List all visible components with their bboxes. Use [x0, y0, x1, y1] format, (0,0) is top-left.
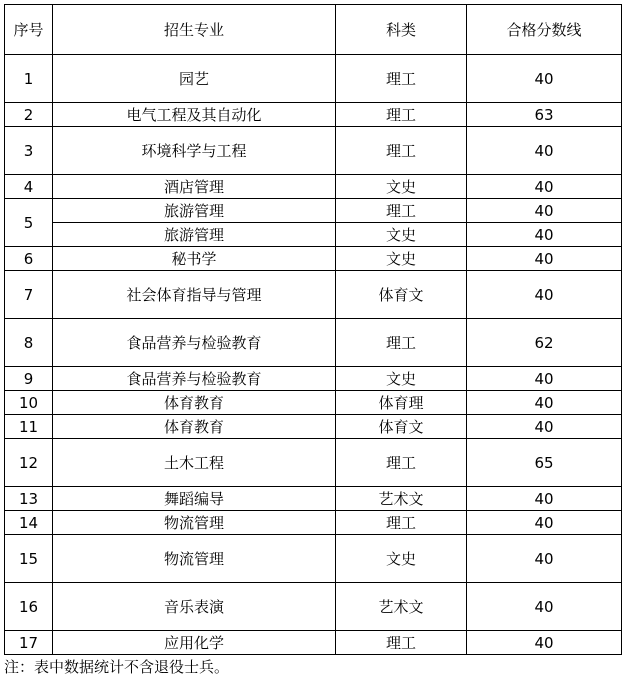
column-header-score: 合格分数线 [467, 5, 622, 55]
column-header-category: 科类 [336, 5, 467, 55]
cell-index: 1 [5, 55, 53, 103]
cell-score: 40 [467, 223, 622, 247]
table-row [5, 223, 622, 247]
cell-index: 14 [5, 511, 53, 535]
cell-category: 体育文 [336, 415, 467, 439]
table-footnote: 注：表中数据统计不含退役士兵。 [4, 658, 230, 676]
cell-index: 15 [5, 535, 53, 583]
cell-category: 文史 [336, 175, 467, 199]
cell-major: 电气工程及其自动化 [53, 103, 336, 127]
cell-score: 40 [467, 415, 622, 439]
cell-major: 物流管理 [53, 511, 336, 535]
cell-index: 17 [5, 631, 53, 655]
column-header-index: 序号 [5, 5, 53, 55]
cell-category: 理工 [336, 127, 467, 175]
cell-category: 文史 [336, 223, 467, 247]
table-row [5, 415, 622, 439]
admission-score-table [4, 4, 622, 655]
cell-major: 社会体育指导与管理 [53, 271, 336, 319]
cell-index: 3 [5, 127, 53, 175]
cell-category: 文史 [336, 247, 467, 271]
cell-major: 物流管理 [53, 535, 336, 583]
cell-score: 40 [467, 55, 622, 103]
column-header-major: 招生专业 [53, 5, 336, 55]
table-row [5, 127, 622, 175]
table-row [5, 103, 622, 127]
cell-category: 体育理 [336, 391, 467, 415]
cell-score: 40 [467, 127, 622, 175]
cell-index: 6 [5, 247, 53, 271]
cell-major: 食品营养与检验教育 [53, 367, 336, 391]
cell-index: 9 [5, 367, 53, 391]
table-row [5, 439, 622, 487]
cell-category: 文史 [336, 535, 467, 583]
cell-index: 5 [5, 199, 53, 247]
table-row [5, 391, 622, 415]
cell-score: 40 [467, 631, 622, 655]
table-row [5, 175, 622, 199]
cell-category: 理工 [336, 511, 467, 535]
cell-category: 理工 [336, 199, 467, 223]
cell-index: 4 [5, 175, 53, 199]
table-row [5, 511, 622, 535]
cell-score: 40 [467, 583, 622, 631]
cell-score: 40 [467, 175, 622, 199]
cell-score: 65 [467, 439, 622, 487]
table-row [5, 367, 622, 391]
table-row [5, 199, 622, 223]
cell-category: 艺术文 [336, 583, 467, 631]
cell-score: 40 [467, 391, 622, 415]
cell-category: 体育文 [336, 271, 467, 319]
cell-major: 土木工程 [53, 439, 336, 487]
cell-major: 舞蹈编导 [53, 487, 336, 511]
cell-index: 13 [5, 487, 53, 511]
cell-major: 酒店管理 [53, 175, 336, 199]
cell-score: 40 [467, 367, 622, 391]
cell-category: 理工 [336, 631, 467, 655]
cell-major: 环境科学与工程 [53, 127, 336, 175]
cell-index: 16 [5, 583, 53, 631]
cell-score: 63 [467, 103, 622, 127]
cell-index: 11 [5, 415, 53, 439]
cell-score: 40 [467, 271, 622, 319]
cell-score: 40 [467, 535, 622, 583]
cell-score: 40 [467, 511, 622, 535]
cell-score: 62 [467, 319, 622, 367]
table-row [5, 631, 622, 655]
cell-major: 旅游管理 [53, 223, 336, 247]
table-row [5, 583, 622, 631]
cell-major: 体育教育 [53, 391, 336, 415]
cell-category: 文史 [336, 367, 467, 391]
cell-index: 2 [5, 103, 53, 127]
table-row [5, 319, 622, 367]
cell-index: 7 [5, 271, 53, 319]
table-row [5, 247, 622, 271]
cell-category: 理工 [336, 319, 467, 367]
cell-major: 食品营养与检验教育 [53, 319, 336, 367]
table-row [5, 55, 622, 103]
cell-major: 旅游管理 [53, 199, 336, 223]
cell-score: 40 [467, 199, 622, 223]
table-row [5, 535, 622, 583]
cell-index: 8 [5, 319, 53, 367]
table-row [5, 271, 622, 319]
cell-major: 园艺 [53, 55, 336, 103]
cell-major: 秘书学 [53, 247, 336, 271]
cell-score: 40 [467, 487, 622, 511]
cell-category: 艺术文 [336, 487, 467, 511]
cell-major: 应用化学 [53, 631, 336, 655]
cell-category: 理工 [336, 55, 467, 103]
table-header-row [5, 5, 622, 55]
cell-index: 12 [5, 439, 53, 487]
cell-major: 音乐表演 [53, 583, 336, 631]
cell-category: 理工 [336, 439, 467, 487]
table-row [5, 487, 622, 511]
cell-major: 体育教育 [53, 415, 336, 439]
cell-index: 10 [5, 391, 53, 415]
cell-score: 40 [467, 247, 622, 271]
cell-category: 理工 [336, 103, 467, 127]
